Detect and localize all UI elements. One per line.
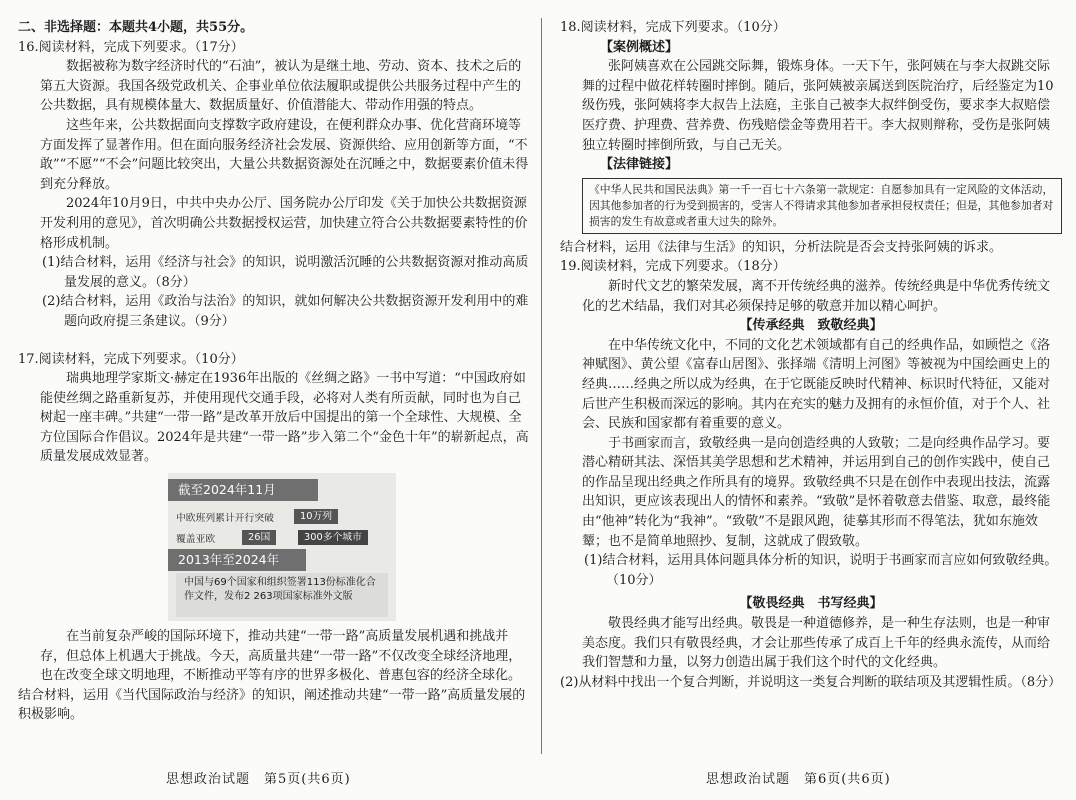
footer-left: 思想政治试题 第5页(共6页) [166, 772, 351, 787]
rail-label: 中欧班列累计开行突破 [176, 513, 274, 525]
q18-ask: 结合材料，运用《法律与生活》的知识，分析法院是否会支持张阿姨的诉求。 [560, 239, 1003, 255]
q16-para-3: 2024年10月9日，中共中央办公厅、国务院办公厅印发《关于加快公共数据资源开发利用的意见》，首次明确公共数据授权运营，加快建立符合公共数据要素特性的价格形成机制。 [40, 196, 528, 251]
q18-tag-case: 【案例概述】 [600, 39, 679, 55]
coverage-countries: 26国 [242, 530, 276, 545]
coverage-cities: 300多个城市 [298, 530, 368, 545]
section-title: 二、非选择题：本题共4小题，共55分。 [18, 20, 254, 35]
infographic-banner-2: 2013年至2024年 [168, 549, 306, 571]
left-page [18, 0, 530, 760]
q18-head: 18.阅读材料，完成下列要求。（10分） [560, 20, 786, 35]
q17-para-2: 在当前复杂严峻的国际环境下，推动共建“一带一路”高质量发展机遇和挑战并存，但总体上机遇大于挑战。今天，高质量共建“一带一路”不仅改变全球经济地理，也在改变全球文明地理，不断推动平等有序的世界多极化、普惠包容的经济全球化。 [40, 629, 522, 684]
q19-head: 19.阅读材料，完成下列要求。（18分） [560, 259, 786, 275]
page-divider [541, 18, 542, 754]
q18-case: 张阿姨喜欢在公园跳交际舞，锻炼身体。一天下午，张阿姨在与李大叔跳交际舞的过程中做花样转圈时摔倒。随后，张阿姨被亲属送到医院治疗，后经鉴定为10级伤残，张阿姨将李大叔告上法庭，主张自己被李大叔绊倒受伤，要求李大叔赔偿医疗费、护理费、营养费、伤残赔偿金等费用若干。李大叔则辩称，受伤是张阿姨独立转圈时摔倒所致，与自己无关。 [582, 59, 1054, 153]
rail-value: 10万列 [294, 509, 338, 524]
q19-intro: 新时代文艺的繁荣发展，离不开传统经典的滋养。传统经典是中华优秀传统文化的艺术结晶，我们对其必须保持足够的敬意并加以精心呵护。 [582, 278, 1051, 314]
q16-sub-2: (2)结合材料，运用《政治与法治》的知识，就如何解决公共数据资源开发利用中的难题向政府提三条建议。（9分） [42, 294, 529, 329]
q16-para-2: 这些年来，公共数据面向支撑数字政府建设，在便利群众办事、优化营商环境等方面发挥了显著作用。但在面向服务经济社会发展、资源供给、应用创新等方面，“不敢”“不愿”“不会”问题比较突出，大量公共数据资源处在沉睡之中，数据要素价值未得到充分释放。 [40, 117, 529, 192]
law-box: 《中华人民共和国民法典》第一千一百七十六条第一款规定：自愿参加具有一定风险的文体活动，因其他参加者的行为受到损害的，受害人不得请求其他参加者承担侵权责任；但是，其他参加者对损害的发生有故意或者重大过失的除外。 [582, 178, 1062, 234]
standards-box: 中国与69个国家和组织签署113份标准化合作文件，发布2 263项国家标准外文版 [176, 573, 388, 617]
q17-ask: 结合材料，运用《当代国际政治与经济》的知识，阐述推动共建“一带一路”高质量发展的积极影响。 [18, 687, 526, 723]
q19-subtitle-1: 【传承经典 致敬经典】 [739, 318, 883, 334]
q19-para-3: 敬畏经典才能写出经典。敬畏是一种道德修养，是一种生存法则，也是一种审美态度。我们只有敬畏经典，才会让那些传承了成百上千年的经典永流传，从而给我们智慧和力量，以努力创造出属于我们这个时代的文化经典。 [582, 616, 1051, 671]
q19-sub-1: (1)结合材料，运用具体问题具体分析的知识，说明于书画家而言应如何致敬经典。（10分） [584, 553, 1058, 588]
q16-head: 16.阅读材料，完成下列要求。（17分） [18, 39, 244, 55]
belt-road-infographic [168, 473, 396, 621]
q16-para-1: 数据被称为数字经济时代的“石油”，被认为是继土地、劳动、资本、技术之后的第五大资源。我国各级党政机关、企事业单位依法履职或提供公共服务过程中产生的公共数据，具有规模体量大、数据质量好、价值潜能大、带动作用强的特点。 [40, 59, 522, 114]
q17-para-1: 瑞典地理学家斯文·赫定在1936年出版的《丝绸之路》一书中写道：“中国政府如能使丝绸之路重新复苏，并使用现代交通手段，必将对人类有所贡献，同时也为自己树起一座丰碑。”共建“一带一路”是改革开放后中国提出的第一个全球性、大规模、全方位国际合作倡议。2024年是共建“一带一路”步入第二个“金色十年”的崭新起点，高质量发展成效显著。 [40, 371, 529, 465]
infographic-banner-1: 截至2024年11月 [168, 479, 318, 501]
q19-para-1: 在中华传统文化中，不同的文化艺术领域都有自己的经典作品，如顾恺之《洛神赋图》、黄公望《富春山居图》、张择端《清明上河图》等被视为中国绘画史上的经典……经典之所以成为经典，在于它既能反映时代精神、标识时代特征，又能对后世产生积极而深远的影响。其内在充实的魅力及拥有的永恒价值，对于个人、社会、民族和国家都有着重要的意义。 [582, 337, 1051, 432]
q17-head: 17.阅读材料，完成下列要求。（10分） [18, 351, 244, 367]
q18-tag-law: 【法律链接】 [600, 157, 679, 173]
right-page [560, 0, 1062, 760]
q19-sub-2: (2)从材料中找出一个复合判断，并说明这一类复合判断的联结项及其逻辑性质。（8分） [560, 674, 1062, 690]
coverage-label: 覆盖亚欧 [176, 534, 216, 546]
q16-sub-1: (1)结合材料，运用《经济与社会》的知识，说明激活沉睡的公共数据资源对推动高质量发展的意义。（8分） [42, 255, 529, 290]
q19-para-2: 于书画家而言，致敬经典一是向创造经典的人致敬；二是向经典作品学习。要潜心精研其法、深悟其美学思想和艺术精神，并运用到自己的创作实践中，使自己的作品呈现出经典之作所具有的境界。致敬经典不只是在创作中表现出技法，流露出知识，更应该表现出人的情怀和素养。“致敬”是怀着敬意去借鉴、取意，最终能由“他神”转化为“我神”。“致敬”不是跟风跑，徒摹其形而不得笔法，犹如东施效颦；也不是简单地照抄、复制，这就成了假致敬。 [582, 435, 1051, 549]
footer-right: 思想政治试题 第6页(共6页) [706, 772, 891, 787]
q19-subtitle-2: 【敬畏经典 书写经典】 [739, 596, 883, 612]
